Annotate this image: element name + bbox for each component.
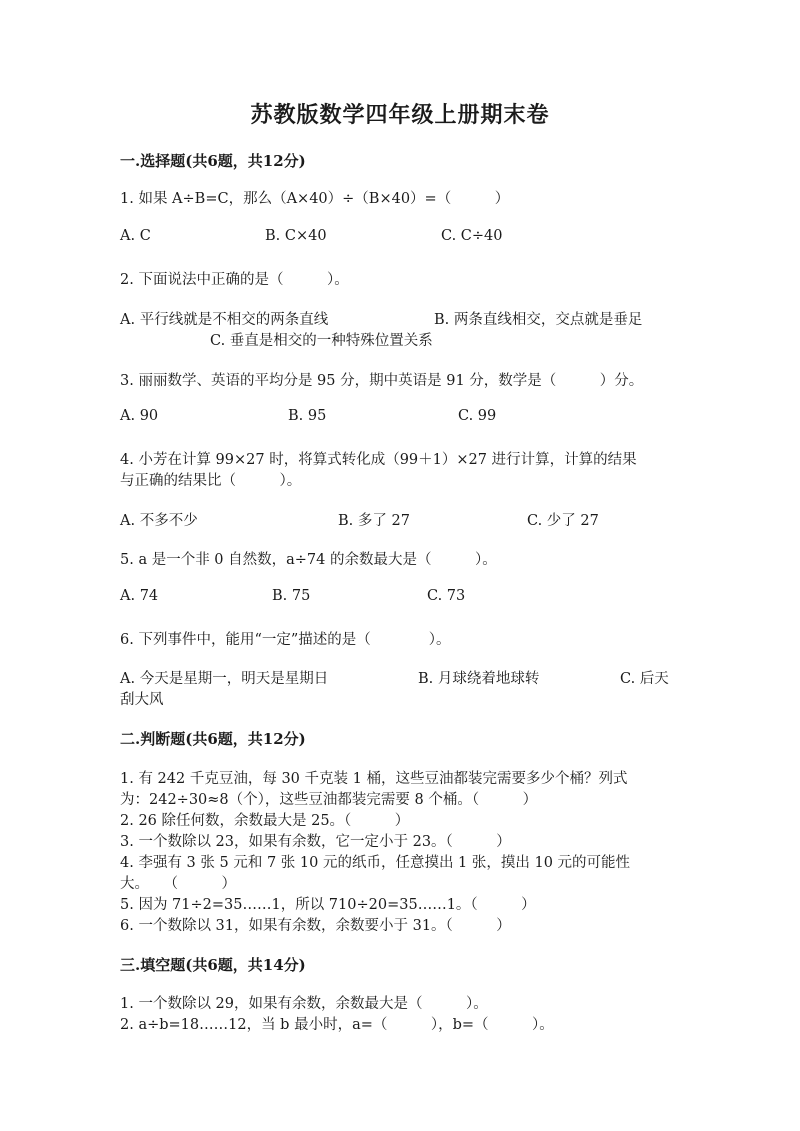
judgment-5: 5. 因为 71÷2=35……1，所以 710÷20=35……1。（ ） bbox=[120, 897, 536, 913]
section-heading-fill-blank: 三.填空题(共6题，共14分) bbox=[120, 956, 306, 974]
section-heading-judgment: 二.判断题(共6题，共12分) bbox=[120, 730, 306, 748]
page-title: 苏教版数学四年级上册期末卷 bbox=[250, 102, 550, 128]
q3-option-a: A. 90 bbox=[120, 408, 159, 424]
q4-option-c: C. 少了 27 bbox=[527, 513, 599, 529]
q2-option-a: A. 平行线就是不相交的两条直线 bbox=[120, 312, 329, 328]
q5-option-b: B. 75 bbox=[272, 588, 311, 604]
q3-option-c: C. 99 bbox=[458, 408, 497, 424]
q6-option-a: A. 今天是星期一，明天是星期日 bbox=[120, 671, 329, 687]
q6-option-c-continued: 刮大风 bbox=[120, 692, 164, 708]
q2-option-b: B. 两条直线相交，交点就是垂足 bbox=[434, 312, 643, 328]
q1-option-a: A. C bbox=[120, 228, 151, 244]
section-heading-choice: 一.选择题(共6题，共12分) bbox=[120, 152, 306, 170]
fill-blank-2: 2. a÷b=18……12，当 b 最小时，a=（ ），b=（ ）。 bbox=[120, 1017, 554, 1033]
question-4-line-2: 与正确的结果比（ ）。 bbox=[120, 473, 302, 489]
judgment-3: 3. 一个数除以 23，如果有余数，它一定小于 23。（ ） bbox=[120, 834, 511, 850]
question-2: 2. 下面说法中正确的是（ ）。 bbox=[120, 272, 349, 288]
judgment-2: 2. 26 除任何数，余数最大是 25。（ ） bbox=[120, 813, 410, 829]
q4-option-b: B. 多了 27 bbox=[338, 513, 410, 529]
q1-option-c: C. C÷40 bbox=[441, 228, 503, 244]
q6-option-b: B. 月球绕着地球转 bbox=[418, 671, 540, 687]
q2-option-c: C. 垂直是相交的一种特殊位置关系 bbox=[210, 333, 433, 349]
judgment-4-line-2: 大。 （ ） bbox=[120, 876, 236, 892]
q5-option-a: A. 74 bbox=[120, 588, 159, 604]
q3-option-b: B. 95 bbox=[288, 408, 327, 424]
judgment-6: 6. 一个数除以 31，如果有余数，余数要小于 31。（ ） bbox=[120, 918, 511, 934]
judgment-1-line-2: 为：242÷30≈8（个），这些豆油都装完需要 8 个桶。（ ） bbox=[120, 792, 538, 808]
fill-blank-1: 1. 一个数除以 29，如果有余数，余数最大是（ ）。 bbox=[120, 996, 488, 1012]
judgment-1-line-1: 1. 有 242 千克豆油，每 30 千克装 1 桶，这些豆油都装完需要多少个桶？列式 bbox=[120, 771, 628, 787]
question-3: 3. 丽丽数学、英语的平均分是 95 分，期中英语是 91 分，数学是（ ）分。 bbox=[120, 373, 644, 389]
question-1: 1. 如果 A÷B=C，那么（A×40）÷（B×40）=（ ） bbox=[120, 191, 510, 207]
q5-option-c: C. 73 bbox=[427, 588, 466, 604]
q6-option-c: C. 后天 bbox=[620, 671, 669, 687]
question-5: 5. a 是一个非 0 自然数，a÷74 的余数最大是（ ）。 bbox=[120, 552, 497, 568]
q1-option-b: B. C×40 bbox=[265, 228, 327, 244]
question-4-line-1: 4. 小芳在计算 99×27 时，将算式转化成（99＋1）×27 进行计算，计算的结果 bbox=[120, 452, 637, 468]
question-6: 6. 下列事件中，能用“一定”描述的是（ ）。 bbox=[120, 632, 451, 648]
judgment-4-line-1: 4. 李强有 3 张 5 元和 7 张 10 元的纸币，任意摸出 1 张，摸出 10 元的可能性 bbox=[120, 855, 631, 871]
q4-option-a: A. 不多不少 bbox=[120, 513, 198, 529]
